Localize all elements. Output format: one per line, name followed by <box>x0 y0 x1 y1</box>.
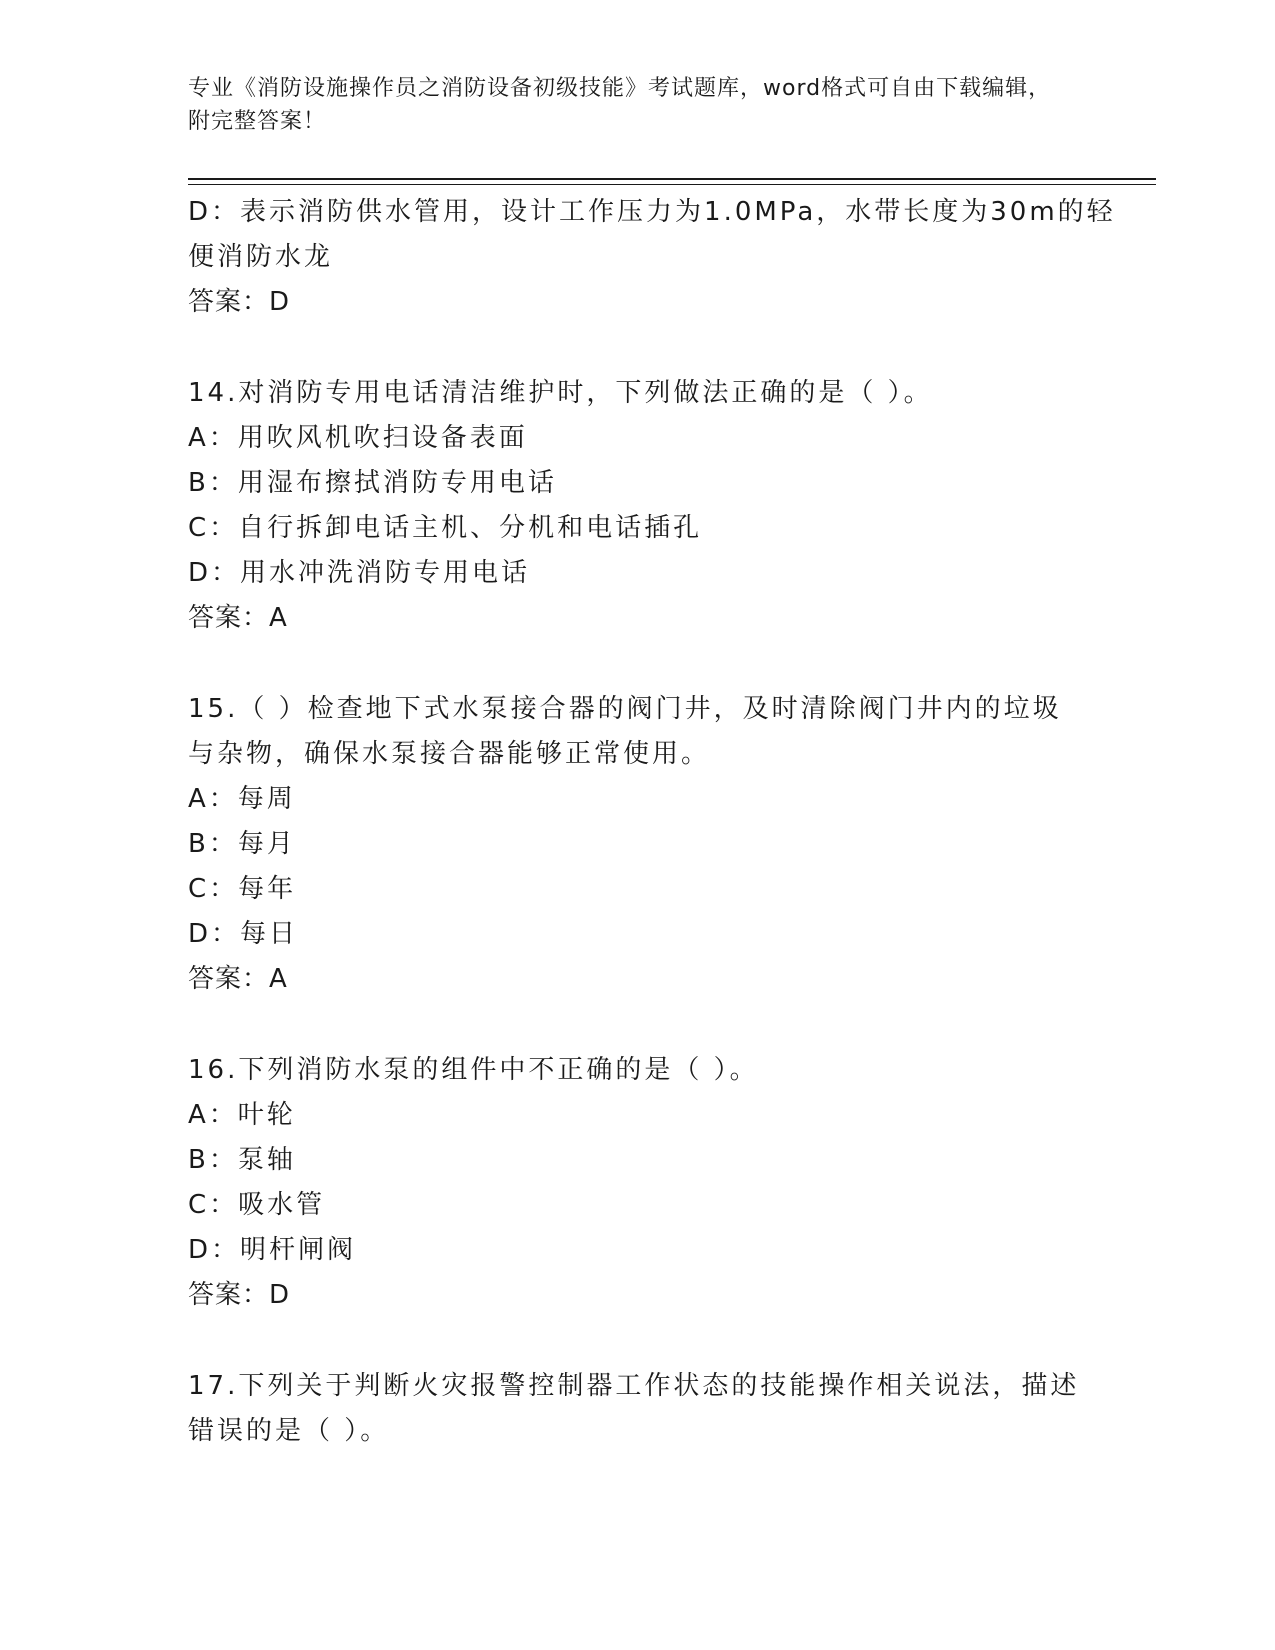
question-14 <box>188 371 1088 641</box>
previous-question-tail <box>188 190 1116 325</box>
question-16 <box>188 1048 1088 1318</box>
option-d-continued: 便消防水龙 <box>188 242 334 272</box>
question-stem: 15.（ ）检查地下式水泵接合器的阀门井，及时清除阀门井内的垃圾 <box>188 694 1062 724</box>
answer-line: 答案：A <box>188 964 288 994</box>
question-list <box>188 190 1116 1454</box>
question-stem: 16.下列消防水泵的组件中不正确的是（ ）。 <box>188 1055 759 1085</box>
question-stem-continued: 与杂物，确保水泵接合器能够正常使用。 <box>188 739 711 769</box>
answer-line: 答案：A <box>188 603 288 633</box>
question-stem: 17.下列关于判断火灾报警控制器工作状态的技能操作相关说法，描述 <box>188 1371 1080 1401</box>
option-d: D：明杆闸阀 <box>188 1235 357 1265</box>
option-b: B：每月 <box>188 829 296 859</box>
option-a: A：用吹风机吹扫设备表面 <box>188 423 528 453</box>
option-c: C：自行拆卸电话主机、分机和电话插孔 <box>188 513 703 543</box>
option-d: D：用水冲洗消防专用电话 <box>188 558 531 588</box>
question-15 <box>188 687 1088 1002</box>
option-c: C：吸水管 <box>188 1190 326 1220</box>
option-b: B：泵轴 <box>188 1145 296 1175</box>
option-a: A：叶轮 <box>188 1100 296 1130</box>
option-d: D：每日 <box>188 919 299 949</box>
answer-line: 答案：D <box>188 287 291 317</box>
header-divider-thick <box>188 178 1156 180</box>
option-d: D：表示消防供水管用，设计工作压力为1.0MPa，水带长度为30m的轻 <box>188 197 1116 227</box>
header-divider-thin <box>188 184 1156 185</box>
question-stem: 14.对消防专用电话清洁维护时，下列做法正确的是（ ）。 <box>188 378 933 408</box>
document-header: 专业《消防设施操作员之消防设备初级技能》考试题库，word格式可自由下载编辑，附完整答案！ <box>188 76 1052 134</box>
question-17 <box>188 1364 1088 1454</box>
option-b: B：用湿布擦拭消防专用电话 <box>188 468 557 498</box>
option-a: A：每周 <box>188 784 296 814</box>
answer-line: 答案：D <box>188 1280 291 1310</box>
question-stem-continued: 错误的是（ ）。 <box>188 1416 390 1446</box>
option-c: C：每年 <box>188 874 297 904</box>
